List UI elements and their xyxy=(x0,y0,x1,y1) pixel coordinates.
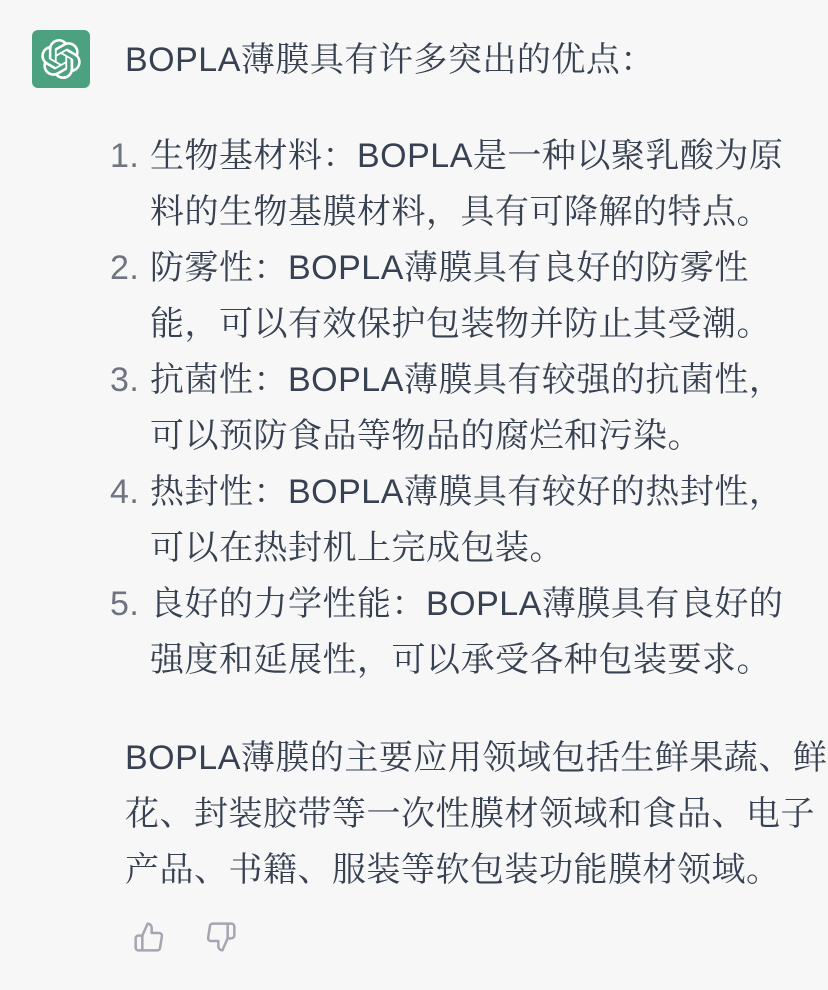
thumbs-up-icon xyxy=(133,921,165,953)
thumbs-down-icon xyxy=(205,921,237,953)
list-item-text xyxy=(150,352,785,464)
list-item-line: 可以在热封机上完成包装。 xyxy=(150,529,564,567)
list-item-number: 3. xyxy=(110,361,140,399)
list-item-line: 能，可以有效保护包装物并防止其受潮。 xyxy=(150,305,771,343)
list-item-text xyxy=(150,576,785,688)
closing-line: BOPLA薄膜的主要应用领域包括生鲜果蔬、鲜 xyxy=(125,739,828,777)
thumbs-up-button[interactable] xyxy=(132,919,166,955)
list-item-line: 热封性：BOPLA薄膜具有较好的热封性， xyxy=(150,473,784,511)
assistant-avatar xyxy=(32,30,90,88)
list-item-number: 1. xyxy=(110,137,140,175)
list-item-line: 料的生物基膜材料，具有可降解的特点。 xyxy=(150,193,771,231)
list-item-line: 抗菌性：BOPLA薄膜具有较强的抗菌性， xyxy=(150,361,784,399)
openai-logo-icon xyxy=(41,39,81,79)
feedback-actions xyxy=(132,919,238,955)
thumbs-down-button[interactable] xyxy=(204,919,238,955)
message-intro: BOPLA薄膜具有许多突出的优点： xyxy=(125,41,655,79)
list-item-line: 良好的力学性能：BOPLA薄膜具有良好的 xyxy=(150,585,784,623)
advantages-list xyxy=(110,128,785,688)
list-item xyxy=(110,464,785,576)
list-item-line: 防雾性：BOPLA薄膜具有良好的防雾性 xyxy=(150,249,749,287)
closing-line: 产品、书籍、服装等软包装功能膜材领域。 xyxy=(125,851,781,889)
list-item xyxy=(110,576,785,688)
list-item xyxy=(110,352,785,464)
list-item-number: 4. xyxy=(110,473,140,511)
list-item-text xyxy=(150,464,785,576)
list-item-line: 强度和延展性，可以承受各种包装要求。 xyxy=(150,641,771,679)
list-item-text xyxy=(150,240,785,352)
list-item-line: 生物基材料：BOPLA是一种以聚乳酸为原 xyxy=(150,137,784,175)
message-content xyxy=(110,32,828,898)
list-item-text xyxy=(150,128,785,240)
list-item-number: 2. xyxy=(110,249,140,287)
closing-line: 花、封装胶带等一次性膜材领域和食品、电子 xyxy=(125,795,815,833)
list-item-line: 可以预防食品等物品的腐烂和污染。 xyxy=(150,417,702,455)
list-item-number: 5. xyxy=(110,585,140,623)
closing-paragraph xyxy=(125,730,828,898)
list-item xyxy=(110,240,785,352)
list-item xyxy=(110,128,785,240)
